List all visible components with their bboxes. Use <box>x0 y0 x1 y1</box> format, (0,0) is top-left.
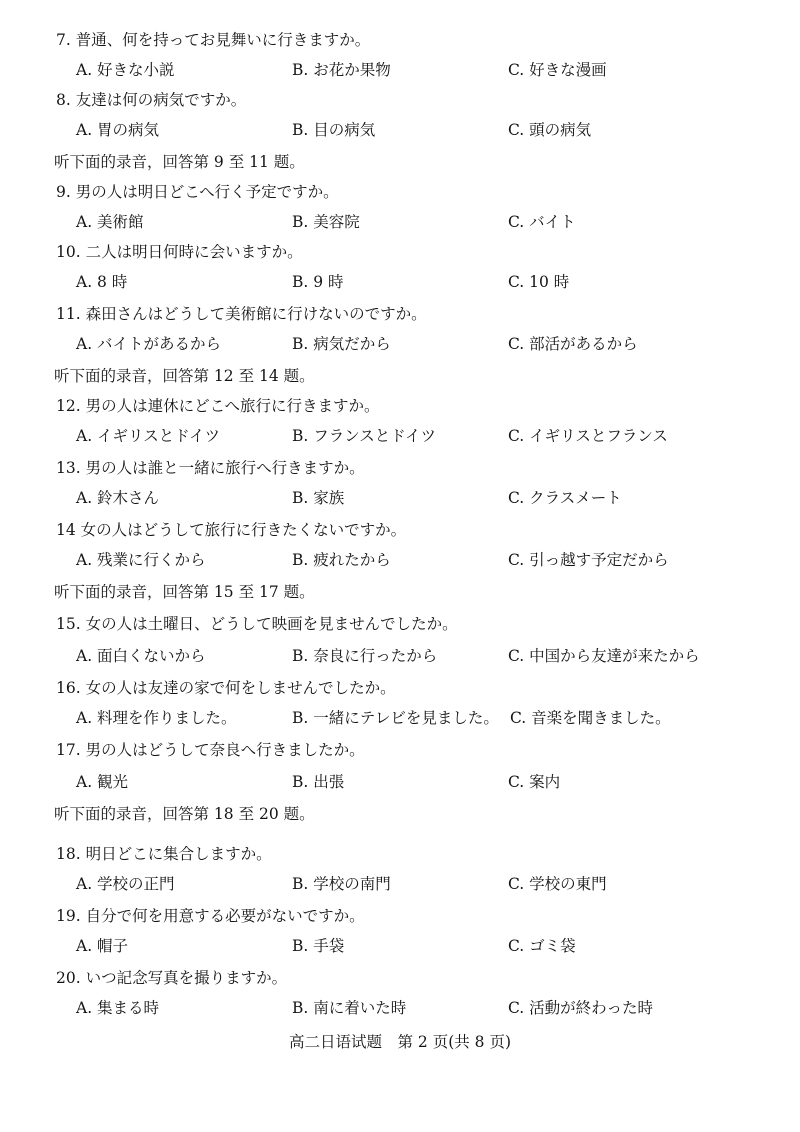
option-a: A. 学校の正門 <box>76 875 175 893</box>
option-c: C. クラスメート <box>508 489 622 507</box>
instruction-9-11 <box>0 150 800 174</box>
listening-instruction: 听下面的录音，回答第 9 至 11 题。 <box>54 153 305 171</box>
options-9 <box>0 210 800 234</box>
question-stem: 10. 二人は明日何時に会いますか。 <box>56 243 303 261</box>
option-c: C. 頭の病気 <box>508 121 592 139</box>
question-stem: 14 女の人はどうして旅行に行きたくないですか。 <box>56 521 407 539</box>
option-b: B. お花か果物 <box>292 61 391 79</box>
option-c: C. 好きな漫画 <box>508 61 607 79</box>
option-b: B. 一緒にテレビを見ました。 <box>292 709 499 727</box>
option-a: A. イギリスとドイツ <box>76 427 220 445</box>
instruction-18-20 <box>0 802 800 826</box>
listening-instruction: 听下面的录音，回答第 18 至 20 题。 <box>54 805 315 823</box>
question-9 <box>0 180 800 204</box>
option-c: C. 中国から友達が来たから <box>508 647 700 665</box>
question-8 <box>0 88 800 112</box>
question-stem: 9. 男の人は明日どこへ行く予定ですか。 <box>56 183 339 201</box>
question-20 <box>0 966 800 990</box>
option-a: A. 胃の病気 <box>76 121 160 139</box>
option-c: C. ゴミ袋 <box>508 937 576 955</box>
option-a: A. 8 時 <box>76 273 128 291</box>
listening-instruction: 听下面的录音，回答第 12 至 14 题。 <box>54 367 315 385</box>
question-13 <box>0 456 800 480</box>
option-b: B. フランスとドイツ <box>292 427 437 445</box>
page-footer: 高二日语试题 第 2 页(共 8 页) <box>288 1033 512 1051</box>
options-20 <box>0 996 800 1020</box>
question-15 <box>0 612 800 636</box>
option-a: A. 帽子 <box>76 937 129 955</box>
options-8 <box>0 118 800 142</box>
option-b: B. 出張 <box>292 773 345 791</box>
option-c: C. バイト <box>508 213 576 231</box>
option-c: C. 10 時 <box>508 273 570 291</box>
options-13 <box>0 486 800 510</box>
option-b: B. 疲れたから <box>292 551 391 569</box>
options-16 <box>0 706 800 730</box>
option-a: A. 面白くないから <box>76 647 206 665</box>
instruction-12-14 <box>0 364 800 388</box>
question-7 <box>0 28 800 52</box>
options-10 <box>0 270 800 294</box>
option-b: B. 病気だから <box>292 335 391 353</box>
question-19 <box>0 904 800 928</box>
instruction-15-17 <box>0 580 800 604</box>
options-17 <box>0 770 800 794</box>
options-7 <box>0 58 800 82</box>
question-stem: 16. 女の人は友達の家で何をしませんでしたか。 <box>56 679 396 697</box>
option-c: C. 案内 <box>508 773 561 791</box>
question-10 <box>0 240 800 264</box>
option-b: B. 9 時 <box>292 273 344 291</box>
option-a: A. バイトがあるから <box>76 335 222 353</box>
option-c: C. イギリスとフランス <box>508 427 668 445</box>
options-18 <box>0 872 800 896</box>
option-a: A. 残業に行くから <box>76 551 206 569</box>
options-11 <box>0 332 800 356</box>
option-c: C. 引っ越す予定だから <box>508 551 669 569</box>
option-a: A. 鈴木さん <box>76 489 160 507</box>
option-c: C. 活動が終わった時 <box>508 999 654 1017</box>
option-a: A. 集まる時 <box>76 999 160 1017</box>
question-stem: 18. 明日どこに集合しますか。 <box>56 845 272 863</box>
option-b: B. 手袋 <box>292 937 345 955</box>
question-16 <box>0 676 800 700</box>
option-a: A. 美術館 <box>76 213 144 231</box>
question-stem: 20. いつ記念写真を撮りますか。 <box>56 969 288 987</box>
option-c: C. 音楽を聞きました。 <box>510 709 671 727</box>
option-c: C. 学校の東門 <box>508 875 607 893</box>
question-stem: 8. 友達は何の病気ですか。 <box>56 91 247 109</box>
options-19 <box>0 934 800 958</box>
question-stem: 15. 女の人は土曜日、どうして映画を見ませんでしたか。 <box>56 615 458 633</box>
question-12 <box>0 394 800 418</box>
question-stem: 13. 男の人は誰と一緒に旅行へ行きますか。 <box>56 459 365 477</box>
option-c: C. 部活があるから <box>508 335 638 353</box>
question-stem: 12. 男の人は連休にどこへ旅行に行きますか。 <box>56 397 380 415</box>
question-14 <box>0 518 800 542</box>
question-stem: 19. 自分で何を用意する必要がないですか。 <box>56 907 365 925</box>
option-b: B. 美容院 <box>292 213 360 231</box>
question-stem: 11. 森田さんはどうして美術館に行けないのですか。 <box>56 305 427 323</box>
option-b: B. 奈良に行ったから <box>292 647 438 665</box>
option-b: B. 家族 <box>292 489 345 507</box>
question-18 <box>0 842 800 866</box>
option-b: B. 学校の南門 <box>292 875 391 893</box>
question-17 <box>0 738 800 762</box>
listening-instruction: 听下面的录音，回答第 15 至 17 题。 <box>54 583 315 601</box>
question-11 <box>0 302 800 326</box>
options-12 <box>0 424 800 448</box>
options-14 <box>0 548 800 572</box>
option-a: A. 料理を作りました。 <box>76 709 237 727</box>
option-b: B. 南に着いた時 <box>292 999 407 1017</box>
question-stem: 17. 男の人はどうして奈良へ行きましたか。 <box>56 741 365 759</box>
options-15 <box>0 644 800 668</box>
question-stem: 7. 普通、何を持ってお見舞いに行きますか。 <box>56 31 371 49</box>
option-a: A. 好きな小説 <box>76 61 175 79</box>
option-a: A. 観光 <box>76 773 129 791</box>
option-b: B. 目の病気 <box>292 121 376 139</box>
